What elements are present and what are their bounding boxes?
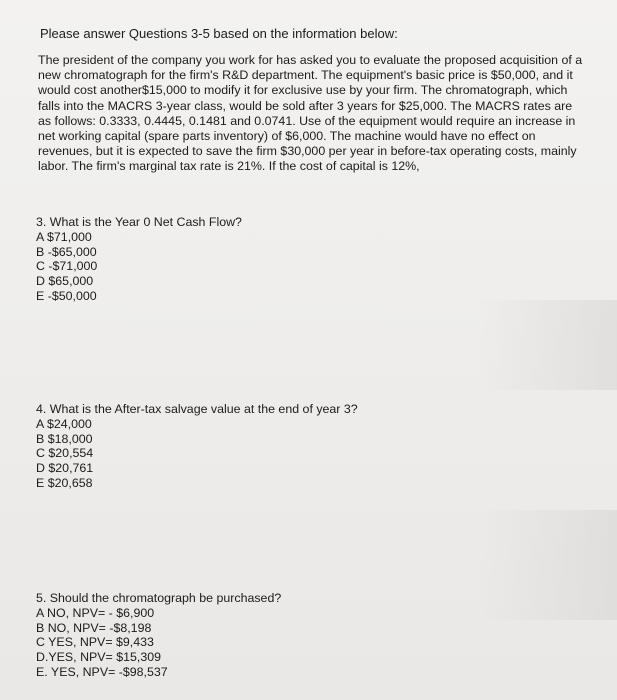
answer-option-d[interactable]: D $20,761 bbox=[36, 461, 94, 476]
page-shadow bbox=[477, 510, 617, 620]
question-5 bbox=[36, 591, 281, 680]
answer-option-e[interactable]: E -$50,000 bbox=[36, 288, 97, 303]
answer-option-b[interactable]: B NO, NPV= -$8,198 bbox=[36, 620, 152, 635]
instruction-heading: Please answer Questions 3-5 based on the information below: bbox=[40, 26, 398, 41]
question-text: 3. What is the Year 0 Net Cash Flow? bbox=[36, 215, 242, 229]
question-text: 5. Should the chromatograph be purchased? bbox=[36, 591, 282, 605]
answer-option-e[interactable]: E. YES, NPV= -$98,537 bbox=[36, 664, 168, 679]
answer-option-c[interactable]: C $20,554 bbox=[36, 446, 94, 461]
answer-option-b[interactable]: B $18,000 bbox=[36, 431, 93, 446]
answer-option-c[interactable]: C -$71,000 bbox=[36, 259, 98, 274]
answer-option-b[interactable]: B -$65,000 bbox=[36, 244, 97, 259]
question-text: 4. What is the After-tax salvage value at the end of year 3? bbox=[36, 402, 358, 416]
answer-option-d[interactable]: D.YES, NPV= $15,309 bbox=[36, 650, 162, 665]
answer-option-a[interactable]: A NO, NPV= - $6,900 bbox=[36, 605, 155, 620]
question-4 bbox=[36, 402, 358, 491]
answer-option-e[interactable]: E $20,658 bbox=[36, 475, 93, 490]
scenario-paragraph: The president of the company you work for has asked you to evaluate the proposed acquisition of a new chromatograph for the firm's R&D department. The equipment's basic price is $50,000, and it would cost another$15,000 to modify it for exclusive use by your firm. The chromatograph, which falls into the MACRS 3-year class, would be sold after 3 years for $25,000. The MACRS rates are as follows: 0.3333, 0.4445, 0.1481 and 0.0741. Use of the equipment would require an increase in net working capital (spare parts inventory) of $6,000. The machine would have no effect on revenues, but it is expected to save the firm $30,000 per year in before-tax operating costs, mainly labor. The firm's marginal tax rate is 21%. If the cost of capital is 12%, bbox=[38, 53, 583, 174]
answer-option-d[interactable]: D $65,000 bbox=[36, 274, 94, 289]
answer-option-a[interactable]: A $71,000 bbox=[36, 229, 92, 244]
question-3 bbox=[36, 215, 242, 304]
answer-option-c[interactable]: C YES, NPV= $9,433 bbox=[36, 635, 154, 650]
page-shadow bbox=[477, 300, 617, 390]
answer-option-a[interactable]: A $24,000 bbox=[36, 416, 92, 431]
